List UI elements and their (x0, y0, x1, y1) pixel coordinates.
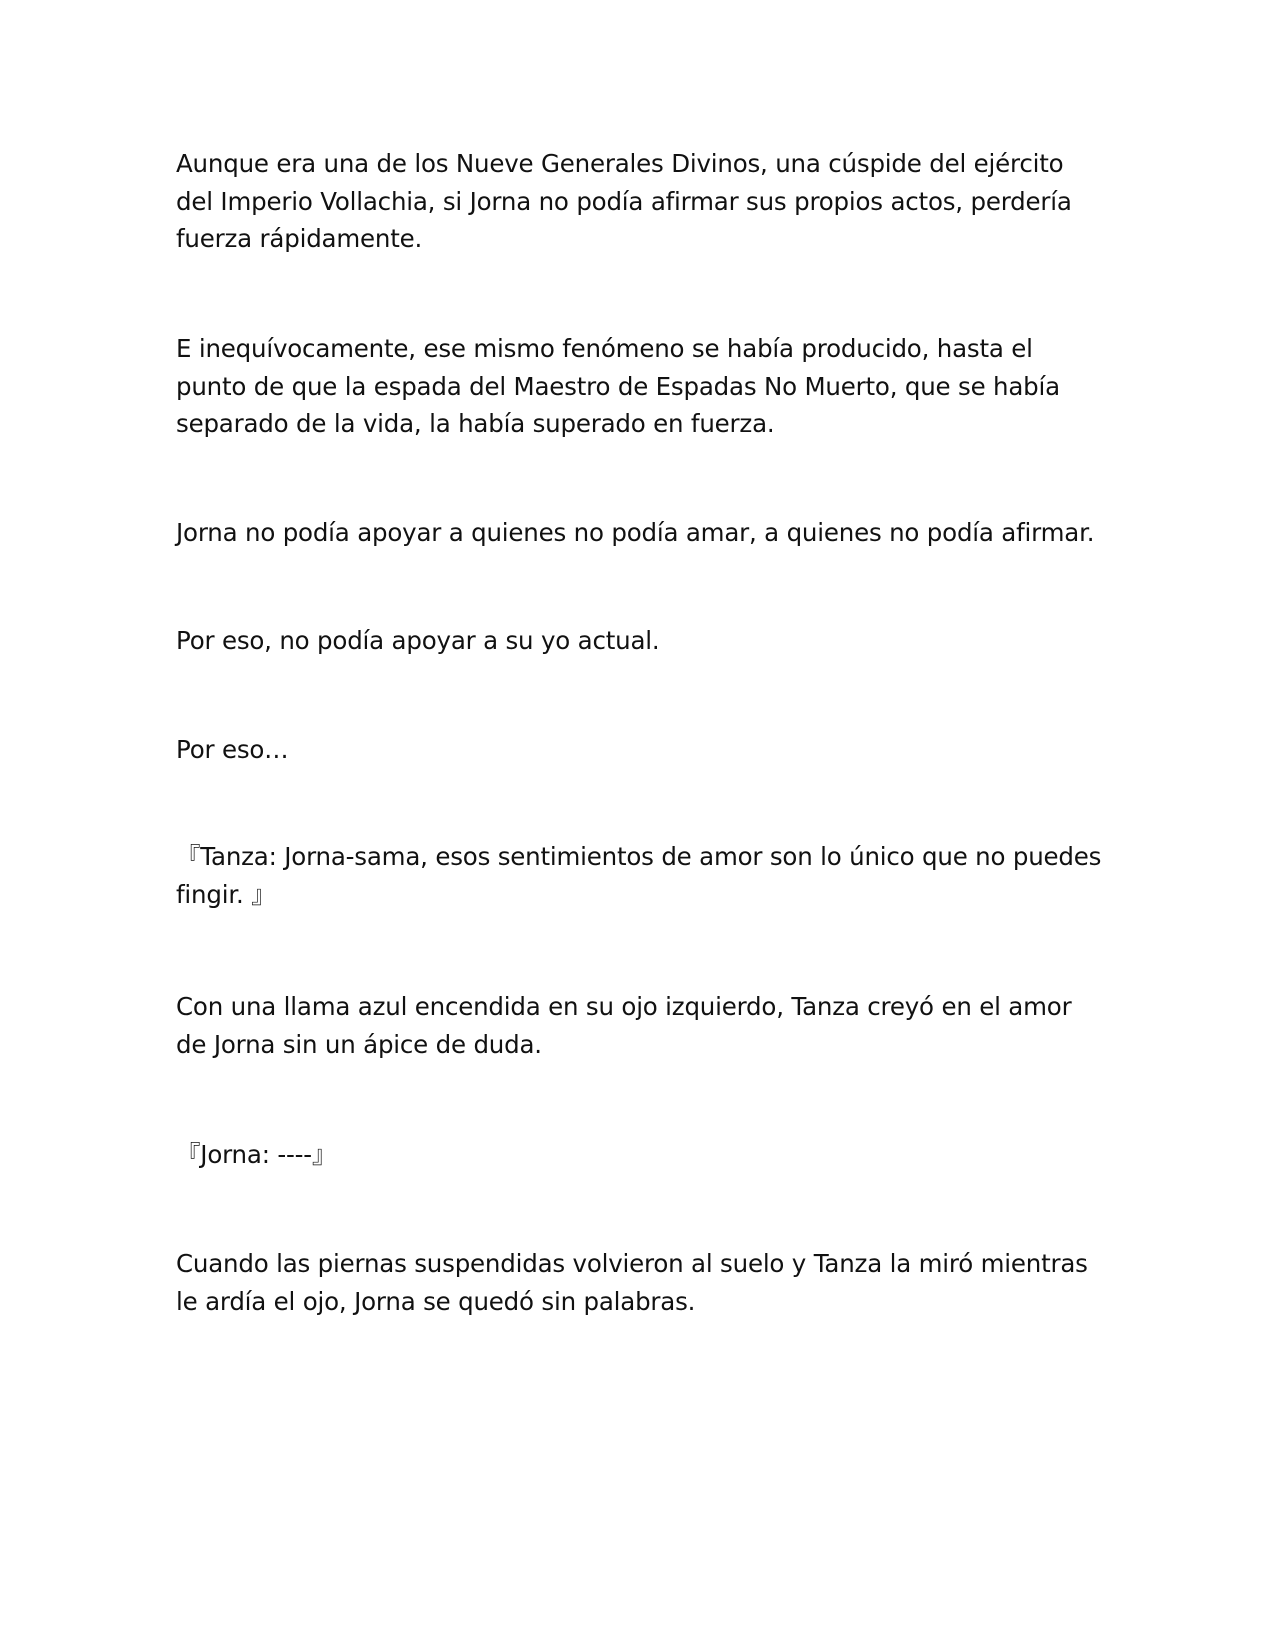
paragraph-4: Por eso, no podía apoyar a su yo actual. (176, 626, 660, 655)
dialogue-jorna: 『Jorna: ----』 (176, 1140, 337, 1169)
paragraph-3: Jorna no podía apoyar a quienes no podía amar, a quienes no podía afirmar. (176, 518, 1095, 547)
paragraph-1: Aunque era una de los Nueve Generales Divinos, una cúspide del ejército del Imperio Vollachia, si Jorna no podía afirmar sus propios actos, perdería fuerza rápidamente. (176, 149, 1072, 253)
paragraph-5: Por eso… (176, 735, 289, 764)
paragraph-9: Cuando las piernas suspendidas volvieron al suelo y Tanza la miró mientras le ardía el ojo, Jorna se quedó sin palabras. (176, 1249, 1088, 1316)
paragraph-7: Con una llama azul encendida en su ojo izquierdo, Tanza creyó en el amor de Jorna sin un ápice de duda. (176, 992, 1072, 1059)
paragraph-2: E inequívocamente, ese mismo fenómeno se había producido, hasta el punto de que la espada del Maestro de Espadas No Muerto, que se había separado de la vida, la había superado en fuerza. (176, 334, 1060, 438)
dialogue-tanza: 『Tanza: Jorna-sama, esos sentimientos de amor son lo único que no puedes fingir. 』 (176, 842, 1102, 909)
